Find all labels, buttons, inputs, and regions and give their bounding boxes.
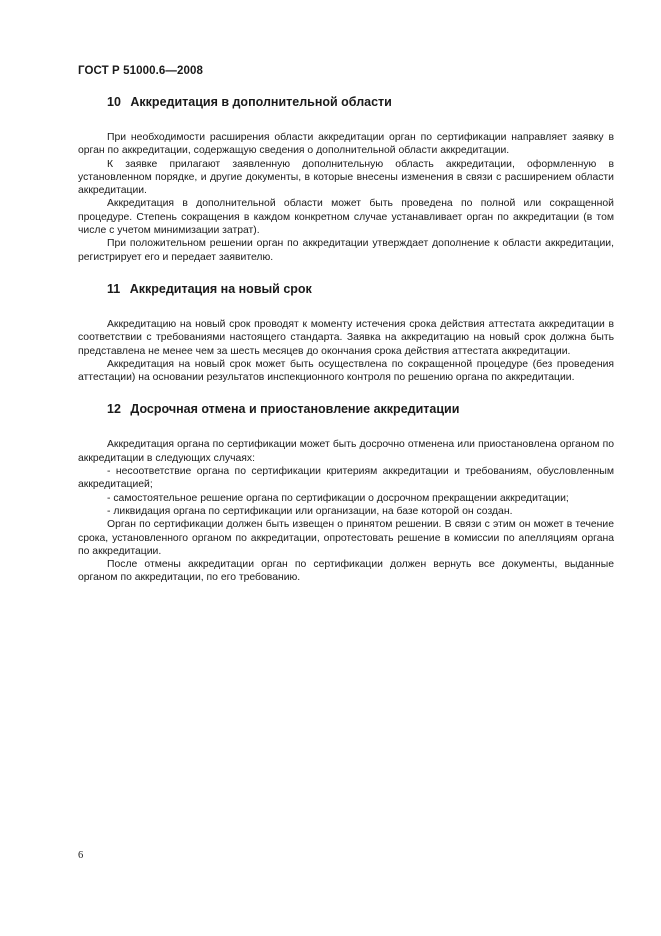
section-12 — [78, 401, 614, 584]
section-number: 10 — [107, 95, 121, 109]
list-item: - ликвидация органа по сертификации или организации, на базе которой он создан. — [107, 505, 513, 517]
section-title — [78, 94, 614, 110]
section-10 — [78, 94, 614, 264]
paragraph: Аккредитация на новый срок может быть осуществлена по сокращенной процедуре (без проведения аттестации) на основании результатов инспекционного контроля по решению органа по аккредитации. — [78, 358, 614, 384]
section-number: 11 — [107, 281, 121, 296]
document-body — [78, 94, 614, 602]
paragraph: Аккредитацию на новый срок проводят к моменту истечения срока действия аттестата аккредитации в соответствии с требованиями настоящего стандарта. Заявка на аккредитацию на новый срок должна быть представлена не менее чем за шесть месяцев до окончания срока действия аттестата аккредитации. — [78, 318, 614, 357]
section-title-text: Аккредитация в дополнительной области — [130, 95, 392, 109]
paragraph: Аккредитация органа по сертификации может быть досрочно отменена или приостановлена органом по аккредитации в следующих случаях: — [78, 439, 614, 464]
document-code-header: ГОСТ Р 51000.6—2008 — [78, 65, 203, 77]
section-title — [78, 281, 614, 297]
paragraph: После отмены аккредитации орган по сертификации должен вернуть все документы, выданные органом по аккредитации, по его требованию. — [78, 559, 614, 584]
section-title-text: Досрочная отмена и приостановление аккредитации — [130, 402, 460, 417]
paragraph: Аккредитация в дополнительной области может быть проведена по полной или сокращенной процедуре. Степень сокращения в каждом конкретном случае устанавливает орган по аккредитации (в том числе с учетом минимизации затрат). — [78, 198, 614, 237]
paragraph: К заявке прилагают заявленную дополнительную область аккредитации, оформленную в установленном порядке, и другие документы, в которые внесены изменения в связи с расширением области аккредитации. — [78, 158, 614, 197]
list-item: - самостоятельное решение органа по сертификации о досрочном прекращении аккредитации; — [107, 492, 569, 504]
section-number: 12 — [107, 402, 121, 417]
page-number: 6 — [78, 850, 84, 861]
section-11 — [78, 281, 614, 384]
section-title — [78, 401, 614, 417]
list-item: - несоответствие органа по сертификации критериям аккредитации и требованиям, обусловленным аккредитацией; — [78, 466, 614, 491]
section-title-text: Аккредитация на новый срок — [129, 281, 312, 296]
paragraph: Орган по сертификации должен быть извещен о принятом решении. В связи с этим он может в течение срока, установленного органом по аккредитации, опротестовать решение в комиссии по апелляциям органа по аккредитации. — [78, 519, 614, 557]
paragraph: При положительном решении орган по аккредитации утверждает дополнение к области аккредитации, регистрирует его и передает заявителю. — [78, 238, 614, 263]
paragraph: При необходимости расширения области аккредитации орган по сертификации направляет заявку в орган по аккредитации, содержащую сведения о дополнительной области аккредитации. — [78, 132, 614, 157]
